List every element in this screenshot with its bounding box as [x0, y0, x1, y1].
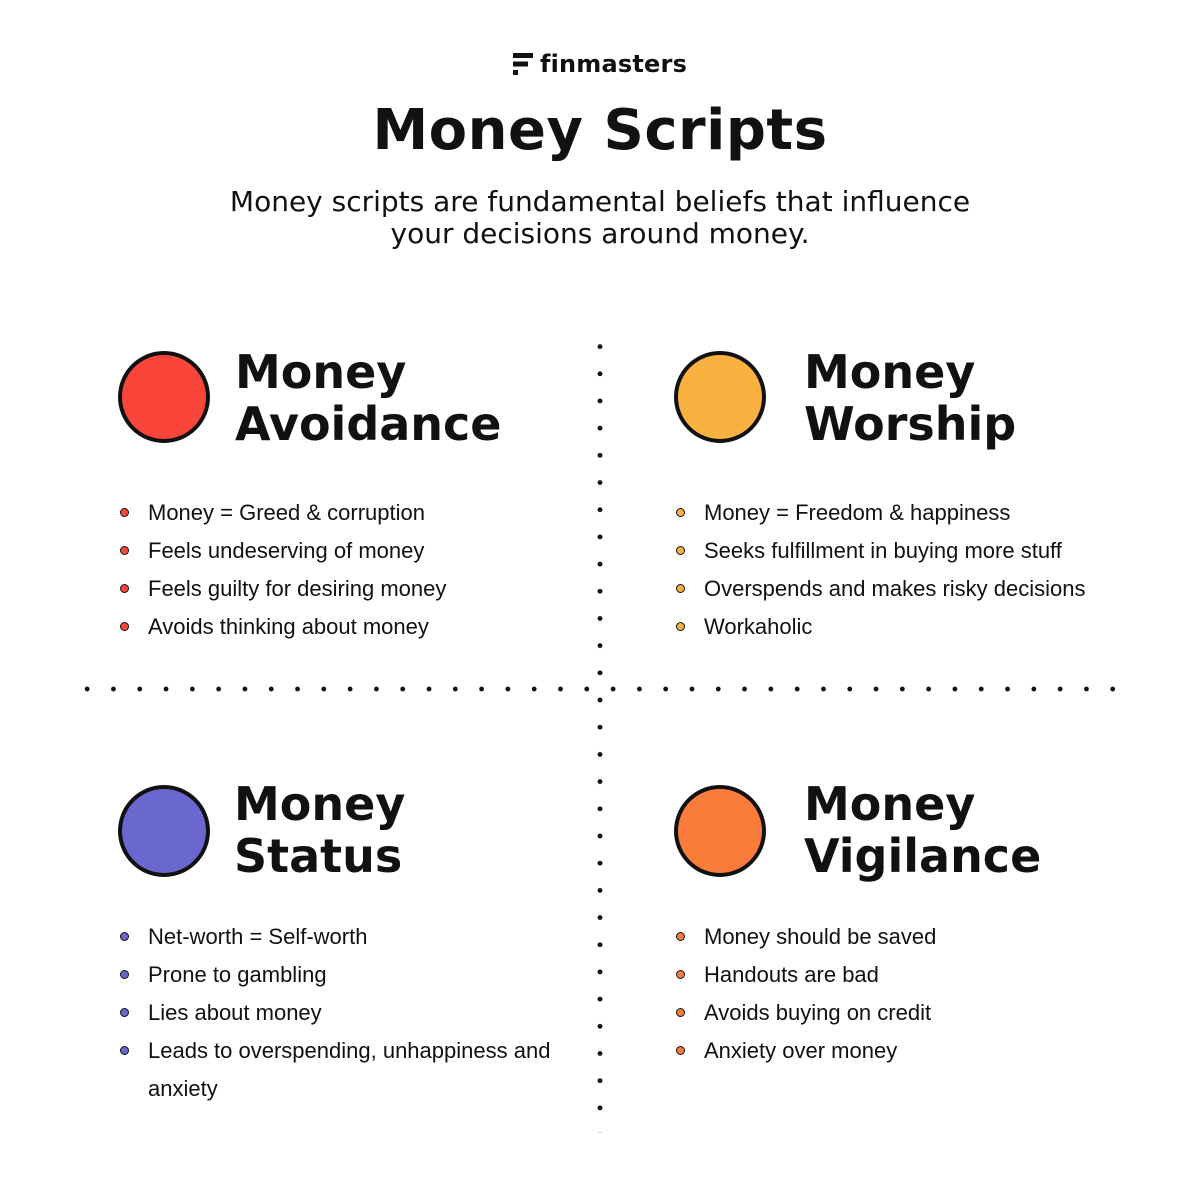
list-item-text: Avoids thinking about money	[148, 614, 429, 639]
finmasters-logo-icon	[513, 53, 533, 75]
list-item-text: Feels guilty for desiring money	[148, 576, 447, 601]
list-item-text: Net-worth = Self-worth	[148, 924, 368, 949]
card-title	[804, 346, 1016, 450]
card-title-line-2: Avoidance	[235, 397, 502, 451]
card-title-line-1: Money	[235, 345, 407, 399]
list-item-text: Overspends and makes risky decisions	[704, 576, 1086, 601]
card-title-line-1: Money	[804, 777, 976, 831]
list-item	[674, 608, 1086, 646]
bullet-dot-icon	[676, 508, 685, 517]
list-item	[118, 956, 558, 994]
card-money-vigilance	[674, 777, 1174, 1063]
bullet-dot-icon	[120, 970, 129, 979]
card-header	[118, 777, 618, 915]
card-money-avoidance	[118, 345, 618, 639]
bullet-list	[674, 918, 936, 1070]
money-status-color-circle-icon	[118, 785, 210, 877]
bullet-list	[118, 918, 558, 1108]
bullet-dot-icon	[676, 622, 685, 631]
list-item	[674, 532, 1086, 570]
bullet-dot-icon	[120, 1008, 129, 1017]
list-item	[118, 494, 446, 532]
list-item-text: Workaholic	[704, 614, 813, 639]
list-item-text: Feels undeserving of money	[148, 538, 425, 563]
card-title-line-1: Money	[234, 777, 406, 831]
list-item	[118, 570, 446, 608]
bullet-dot-icon	[120, 508, 129, 517]
brand-header	[0, 50, 1200, 78]
list-item	[674, 918, 936, 956]
bullet-dot-icon	[676, 546, 685, 555]
card-title-line-2: Status	[234, 829, 403, 883]
bullet-dot-icon	[120, 1046, 129, 1055]
list-item-text: Money = Greed & corruption	[148, 500, 425, 525]
list-item-text: Prone to gambling	[148, 962, 327, 987]
list-item	[118, 994, 558, 1032]
money-vigilance-color-circle-icon	[674, 785, 766, 877]
bullet-dot-icon	[120, 622, 129, 631]
list-item-text: Money = Freedom & happiness	[704, 500, 1011, 525]
list-item-text: Avoids buying on credit	[704, 1000, 932, 1025]
list-item-text: Anxiety over money	[704, 1038, 898, 1063]
bullet-list	[674, 494, 1086, 646]
page-title: Money Scripts	[372, 98, 828, 163]
brand-name: finmasters	[539, 50, 688, 78]
subtitle-line-2: your decisions around money.	[390, 217, 810, 250]
card-title	[804, 778, 1041, 882]
page-subtitle	[150, 186, 1050, 250]
card-header	[674, 345, 1174, 481]
bullet-dot-icon	[676, 970, 685, 979]
card-title-line-2: Vigilance	[804, 829, 1042, 883]
list-item-text: Leads to overspending, unhappiness and anxiety	[148, 1038, 551, 1101]
bullet-dot-icon	[676, 1008, 685, 1017]
subtitle-line-1: Money scripts are fundamental beliefs that influence	[229, 185, 971, 218]
bullet-dot-icon	[120, 546, 129, 555]
list-item-text: Handouts are bad	[704, 962, 879, 987]
bullet-dot-icon	[676, 584, 685, 593]
list-item	[118, 608, 446, 646]
list-item-text: Lies about money	[148, 1000, 322, 1025]
card-title	[234, 778, 405, 882]
list-item-text: Money should be saved	[704, 924, 937, 949]
bullet-dot-icon	[676, 932, 685, 941]
money-avoidance-color-circle-icon	[118, 351, 210, 443]
money-worship-color-circle-icon	[674, 351, 766, 443]
list-item	[674, 570, 1086, 608]
horizontal-divider	[74, 686, 1126, 692]
list-item	[118, 918, 558, 956]
bullet-dot-icon	[120, 932, 129, 941]
list-item	[118, 532, 446, 570]
card-money-worship	[674, 345, 1174, 639]
card-header	[118, 345, 618, 481]
bullet-dot-icon	[676, 1046, 685, 1055]
list-item	[118, 1032, 558, 1108]
list-item	[674, 994, 936, 1032]
list-item	[674, 956, 936, 994]
card-title-line-2: Worship	[804, 397, 1017, 451]
card-money-status	[118, 777, 618, 1101]
card-header	[674, 777, 1174, 915]
list-item	[674, 494, 1086, 532]
bullet-list	[118, 494, 446, 646]
card-title-line-1: Money	[804, 345, 976, 399]
card-title	[235, 346, 502, 450]
bullet-dot-icon	[120, 584, 129, 593]
list-item	[674, 1032, 936, 1070]
list-item-text: Seeks fulfillment in buying more stuff	[704, 538, 1062, 563]
